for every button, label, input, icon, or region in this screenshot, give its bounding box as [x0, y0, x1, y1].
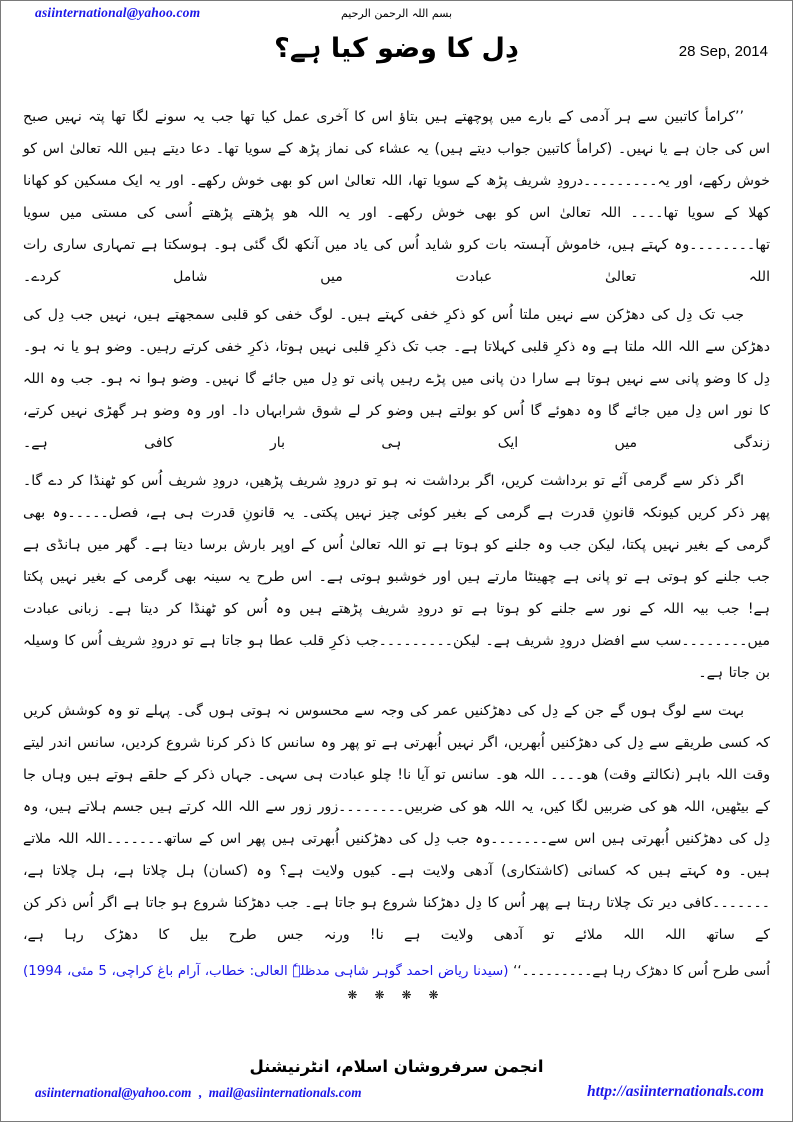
body-paragraph: جب تک دِل کی دھڑکن سے نہیں ملتا اُس کو ذکرِ خفی کہتے ہیں۔ لوگ خفی کو قلبی سمجھتے ہیں، نہیں جب دِل کی دھڑکن سے اللہ اللہ ملتا ہے وہ ذکرِ قلبی کہلاتا ہے۔ جب تک ذکرِ قلبی نہیں ہوتا، ذکرِ خفی کرتے رہیں۔ وضو ہو یا نہ ہو۔ دِل کا وضو پانی سے نہیں ہوتا ہے سارا دن پانی میں پڑے رہیں پانی تو دِل میں جائے گا نہیں۔ وضو ہوا نہ ہو۔ جب وہ اللہ کا نور اس دِل میں جائے گا وہ دھوئے گا اُس کو بولتے ہیں وضو کر لے شوق شرابہاں دا۔ اور وہ وضو ہر گھڑی نہیں کرتے، زندگی میں ایک ہی بار کافی ہے۔ — [23, 307, 770, 451]
quote-tail-text: اُسی طرح اُس کا دھڑک رہا ہے۔۔۔۔۔۔۔۔۔‘‘ — [513, 964, 770, 979]
body-paragraph: ’’کرامأ کاتبین سے ہر آدمی کے بارے میں پوچھتے ہیں بتاؤ اس کا آخری عمل کیا تھا جب یہ سونے لگا تھا پتہ نہیں صبح اس کی جان ہے یا نہیں۔ (کرامأ کاتبین جواب دیتے ہیں) یہ عشاء کی نماز پڑھ کے سویا تھا۔ دعا دیتے ہیں اللہ تعالیٰ اس کو خوش رکھے، اور یہ۔۔۔۔۔۔۔۔۔درودِ شریف پڑھ کے سویا تھا، اللہ تعالیٰ اس کو بھی خوش رکھے۔ اور یہ ایک مسکین کو کھانا کھلا کے سویا تھا۔۔۔۔ اللہ تعالیٰ اس کو بھی خوش رکھے۔ اور یہ اللہ ھو پڑھتے پڑھتے اُسی کی مستی میں سویا تھا۔۔۔۔۔۔۔۔وہ کہتے ہیں، خاموش آہستہ بات کرو شاید اُس کی یاد میں آنکھ لگ گئی ہو۔ ہوسکتا ہے تمہاری ساری رات اللہ تعالیٰ عبادت میں شامل کردے۔ — [23, 109, 770, 285]
footer-email-secondary[interactable]: mail@asiinternationals.com — [208, 1085, 362, 1100]
bismillah-text: بسم اللہ الرحمن الرحیم — [340, 7, 453, 20]
email-separator: , — [198, 1085, 202, 1100]
source-attribution: (سیدنا ریاض احمد گوہر شاہی مدظلہٗ العالی: خطاب، آرام باغ کراچی، 5 مئی، 1994) — [23, 964, 509, 979]
footer-email-group — [35, 1085, 361, 1101]
article-body — [23, 101, 770, 1025]
source-attribution-line — [23, 957, 770, 987]
ornament-divider: ❋ ❋ ❋ ❋ — [347, 988, 446, 1002]
body-paragraph: اگر ذکر سے گرمی آئے تو برداشت کریں، اگر برداشت نہ ہو تو درودِ شریف پڑھیں، درودِ شریف اُس کو ٹھنڈا کر دے گا۔ پھر ذکر کریں کیونکہ قانونِ قدرت ہے گرمی کے بغیر کوئی چیز نہیں پکتی۔ یہ قانونِ قدرت ہی ہے، فصل۔۔۔۔۔وہ بھی گرمی کے بغیر نہیں پکتا، لیکن جب وہ جلنے کو ہوتا ہے تو اللہ تعالیٰ اُس کے اوپر بارش برسا دیتا ہے۔ گھر میں ہانڈی ہے جب جلنے کو ہوتی ہے تو پانی ہے چھینٹا مارتے ہیں اور خوشبو ہوتی ہے۔ اس طرح یہ سینہ بھی گرمی کے بغیر نہیں پکتا ہے! جب بیہ اللہ کے نور سے جلنے کو ہوتا ہے تو درودِ شریف پڑھتے ہیں وہ اُس کو ٹھنڈا کر دیتا ہے۔ زبانی عبادت میں۔۔۔۔۔۔۔۔سب سے افضل درودِ شریف ہے۔ لیکن۔۔۔۔۔۔۔۔۔جب ذکرِ قلب عطا ہو جاتا ہے تو درودِ شریف اُس کا وسیلہ بن جاتا ہے۔ — [23, 473, 770, 681]
page-footer — [23, 1056, 770, 1107]
footer-email-primary[interactable]: asiinternational@yahoo.com — [35, 1085, 192, 1100]
publication-date: 28 Sep, 2014 — [678, 43, 768, 60]
page-title: دِل کا وضو کیا ہے؟ — [274, 33, 519, 64]
organization-name: انجمن سرفروشان اسلام، انٹرنیشنل — [249, 1057, 544, 1076]
body-paragraph: بہت سے لوگ ہوں گے جن کے دِل کی دھڑکنیں عمر کی وجہ سے محسوس نہ ہوتی ہوں گی۔ پہلے تو وہ کوشش کریں کہ کسی طریقے سے دِل کی دھڑکنیں اُبھریں، اگر نہیں اُبھرتی ہے تو پھر وہ سانس کا ذکر کرنا شروع کردیں، سانس اندر لیتے وقت اللہ باہر (نکالتے وقت) ھو۔۔۔۔ اللہ ھو۔ سانس تو آیا نا! چلو عبادت ہی سہی۔ جہاں ذکر کے حلقے ہوتے ہیں وہاں جا کے بیٹھیں، اللہ ھو کی ضربیں لگا کیں، یہ اللہ ھو کی ضربیں۔۔۔۔۔۔۔۔زور زور سے اللہ اللہ کرتے ہیں جسم ہلاتے ہیں، وہ دِل کی دھڑکنیں اُبھرتی ہیں اس سے۔۔۔۔۔۔۔وہ جب دِل کی دھڑکنیں اُبھرتی ہیں پھر اس کے ساتھ۔۔۔۔۔۔۔اللہ اللہ ملاتے ہیں۔ وہ کہتے ہیں کہ کسانی (کاشتکاری) آدھی ولایت ہے۔ کیوں ولایت ہے؟ وہ (کسان) ہل چلاتا ہے، ہل چلاتا ہے، ۔۔۔۔۔۔۔کافی دیر تک چلاتا رہتا ہے پھر اُس کا دِل دھڑکنا شروع ہو جاتا ہے۔ جب دھڑکنا شروع ہو جاتا ہے اگر اُس ذکر کن کے ساتھ اللہ اللہ ملائے تو آدھی ولایت ہے نا! ورنہ جس طرح بیل کا دھڑک رہا ہے، — [23, 703, 770, 943]
footer-contacts — [23, 1085, 770, 1107]
page-header — [1, 1, 792, 97]
footer-website-link[interactable]: http://asiinternationals.com — [587, 1083, 764, 1100]
header-email[interactable]: asiinternational@yahoo.com — [35, 5, 201, 20]
